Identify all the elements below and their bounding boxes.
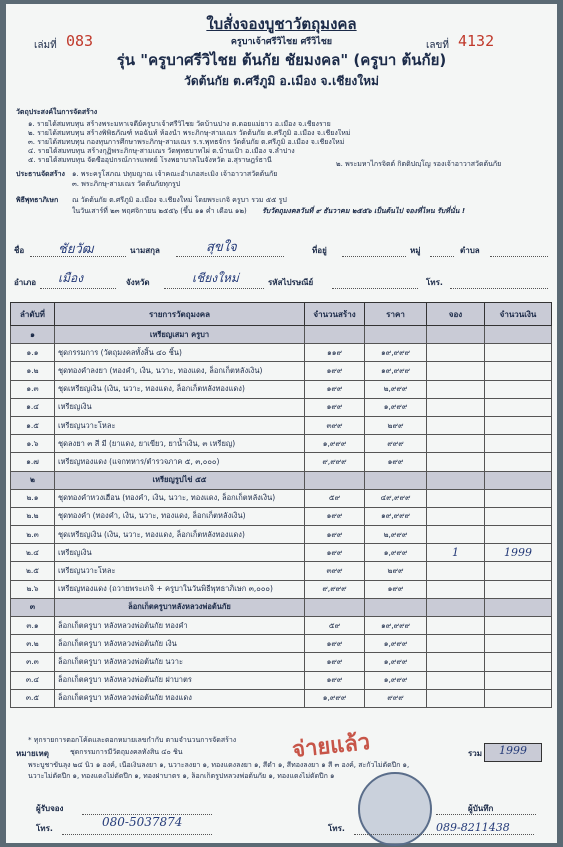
row-amount-input[interactable] bbox=[485, 580, 552, 598]
row-price: ๑,๙๙๙ bbox=[365, 671, 427, 689]
row-amount-input[interactable] bbox=[485, 489, 552, 507]
row-price: ๑,๙๙๙ bbox=[365, 653, 427, 671]
name-label: ชื่อ bbox=[14, 246, 25, 255]
ceremony-label: พิธีพุทธาภิเษก bbox=[16, 196, 59, 204]
row-order-input[interactable] bbox=[427, 453, 485, 471]
moo-label: หมู่ bbox=[410, 246, 421, 255]
row-order-input[interactable] bbox=[427, 362, 485, 380]
row-amount-input[interactable] bbox=[485, 671, 552, 689]
row-no: ๒.๖ bbox=[11, 580, 55, 598]
number-label: เลขที่ bbox=[426, 40, 449, 51]
section-row bbox=[11, 598, 552, 616]
row-order-input[interactable] bbox=[427, 489, 485, 507]
recorder-tel-label: โทร. bbox=[328, 824, 345, 833]
table-row bbox=[11, 653, 552, 671]
province-label: จังหวัด bbox=[126, 278, 150, 287]
row-price: ๑๙,๙๙๙ bbox=[365, 362, 427, 380]
row-qty: ๕๙ bbox=[305, 617, 365, 635]
table-row bbox=[11, 453, 552, 471]
total-label: รวม bbox=[468, 749, 483, 758]
row-order-input[interactable] bbox=[427, 344, 485, 362]
table-row bbox=[11, 435, 552, 453]
book-no: 083 bbox=[66, 32, 94, 50]
row-no: ๓.๕ bbox=[11, 689, 55, 707]
row-qty: ๑๙๙ bbox=[305, 526, 365, 544]
row-price: ๑๙๙ bbox=[365, 453, 427, 471]
ceremony-1: ณ วัดต้นกัย ต.ศรีภูมิ อ.เมือง จ.เชียงใหม่ โดยพระเกจิ ครูบา รวม ๕๕ รูป bbox=[72, 196, 287, 204]
tambon-label: ตำบล bbox=[460, 246, 480, 255]
row-order-input[interactable] bbox=[427, 653, 485, 671]
col-item: รายการวัตถุมงคล bbox=[55, 303, 305, 326]
row-amount-input[interactable] bbox=[485, 380, 552, 398]
row-price: ๑๙,๙๙๙ bbox=[365, 344, 427, 362]
row-qty: ๑๙๙ bbox=[305, 671, 365, 689]
row-qty: ๓๙๙ bbox=[305, 416, 365, 434]
row-amount-input[interactable] bbox=[485, 435, 552, 453]
row-price: ๑,๙๙๙ bbox=[365, 635, 427, 653]
council-3: ๓. พระภิกษุ-สามเณร วัดต้นกัยทุกรูป bbox=[72, 180, 181, 188]
row-price: ๑๙๙ bbox=[365, 580, 427, 598]
purpose-item: ๓. รายได้สมทบทุน กองทุนการศึกษาพระภิกษุ-สามเณร ร.ร.พุทธจักร วัดต้นกัย ต.ศรีภูมิ อ.เมือง จ.เชียงใหม่ bbox=[28, 138, 345, 146]
row-item: ชุดกรรมการ (วัตถุมงคลทั้งสิ้น ๔๐ ชิ้น) bbox=[55, 344, 305, 362]
table-row bbox=[11, 580, 552, 598]
row-order-input[interactable]: 1 bbox=[427, 544, 485, 562]
row-no: ๑.๕ bbox=[11, 416, 55, 434]
section-row bbox=[11, 326, 552, 344]
table-row bbox=[11, 671, 552, 689]
row-no: ๒.๒ bbox=[11, 507, 55, 525]
table-row bbox=[11, 344, 552, 362]
row-no: ๑.๓ bbox=[11, 380, 55, 398]
remark-label: หมายเหตุ bbox=[16, 749, 49, 758]
section-row bbox=[11, 471, 552, 489]
table-row bbox=[11, 398, 552, 416]
row-no: ๑.๗ bbox=[11, 453, 55, 471]
row-no: ๓.๓ bbox=[11, 653, 55, 671]
address-label: ที่อยู่ bbox=[312, 246, 327, 255]
row-price: ๑,๙๙๙ bbox=[365, 398, 427, 416]
row-price: ๑๙,๙๙๙ bbox=[365, 617, 427, 635]
ceremony-2: ในวันเสาร์ที่ ๒๓ พฤศจิกายน ๒๕๕๖ (ขึ้น ๑๑ ค่ำ เดือน ๑๒) bbox=[72, 207, 247, 215]
row-order-input[interactable] bbox=[427, 635, 485, 653]
row-order-input[interactable] bbox=[427, 562, 485, 580]
province-value[interactable]: เชียงใหม่ bbox=[192, 271, 239, 285]
row-amount-input[interactable] bbox=[485, 344, 552, 362]
row-qty: ๓๙๙ bbox=[305, 562, 365, 580]
row-item: ล็อกเก็ตครูบา หลังหลวงพ่อต้นกัย เงิน bbox=[55, 635, 305, 653]
table-row bbox=[11, 689, 552, 707]
surname-label: นามสกุล bbox=[130, 246, 160, 255]
form-title: ใบสั่งจองบูชาวัตถุมงคล bbox=[206, 15, 357, 33]
table-row bbox=[11, 617, 552, 635]
purpose-item: ๑. รายได้สมทบทุน สร้างพระมหาเจดีย์ครูบาเจ้าศรีวิไชย วัดบ้านปาง ต.ดอยแม่ยาว อ.เมือง จ.เชียงราย bbox=[28, 120, 331, 128]
purpose-item: ๕. รายได้สมทบทุน จัดซื้ออุปกรณ์การแพทย์ โรงพยาบาลในจังหวัด อ.สุราษฎร์ธานี bbox=[28, 156, 272, 164]
council-2: ๒. พระมหาไกรจิตต์ กิตติปญฺโญ รองเจ้าอาวาสวัดต้นกัย bbox=[336, 160, 502, 168]
table-row bbox=[11, 562, 552, 580]
row-item: ชุดเหรียญเงิน (เงิน, นวาะ, ทองแดง, ล็อกเก็ตหลังทองแดง) bbox=[55, 526, 305, 544]
book-no-label: เล่มที่ bbox=[34, 40, 57, 51]
table-row bbox=[11, 489, 552, 507]
section-title: เหรียญรูปไข่ ๕๕ bbox=[55, 471, 305, 489]
section-no: ๑ bbox=[11, 326, 55, 344]
row-amount-input[interactable] bbox=[485, 635, 552, 653]
row-item: เหรียญเงิน bbox=[55, 398, 305, 416]
row-amount-input[interactable] bbox=[485, 398, 552, 416]
receiver-tel[interactable]: 080-5037874 bbox=[102, 815, 183, 829]
row-item: เหรียญทองแดง (ถวายพระเกจิ + ครูบาในวันพิธีพุทธาภิเษก ๓,๐๐๐) bbox=[55, 580, 305, 598]
row-amount-input[interactable] bbox=[485, 617, 552, 635]
tel-label: โทร. bbox=[426, 278, 443, 287]
note-line-3: พระบูชาขันลุง ๒๔ นิ้ว ๑ องค์, เนื้อเงินลงยา ๑, นวาะลงยา ๑, ทองแดงลงยา ๑, สีดำ ๑, สีทองลงยา ๑ สี ๓ องค์, สะกัวไม่ตัดปีก ๑, bbox=[28, 761, 410, 769]
form-number: 4132 bbox=[458, 32, 495, 50]
purpose-item: ๒. รายได้สมทบทุน สร้างพิพิธภัณฑ์ หอฉันท์ ห้องน้ำ พระภิกษุ-สามเณร วัดต้นกัย ต.ศรีภูมิ อ.เมือง จ.เชียงใหม่ bbox=[28, 129, 351, 137]
row-order-input[interactable] bbox=[427, 580, 485, 598]
note-line-4: นวาะไม่ตัดปีก ๑, ทองแดงไม่ตัดปีก ๑, ทองฝาบาตร ๑, ล็อกเก็ตรูปหลวงพ่อต้นกัย ๑, ทองแดงไม่ตัดปีก ๑ bbox=[28, 772, 335, 780]
recorder-signature-label: ผู้บันทึก bbox=[468, 804, 494, 813]
pickup-note: รับวัตถุมงคลวันที่ ๙ ธันวาคม ๒๕๕๖ เป็นต้นไป จองที่ไหน รับที่นั่น ! bbox=[262, 207, 466, 215]
row-item: เหรียญเงิน bbox=[55, 544, 305, 562]
surname-value[interactable]: สุขใจ bbox=[206, 240, 237, 255]
row-item: ชุดเหรียญเงิน (เงิน, นวาะ, ทองแดง, ล็อกเก็ตหลังทองแดง) bbox=[55, 380, 305, 398]
row-price: ๑,๙๙๙ bbox=[365, 544, 427, 562]
row-qty: ๑,๙๙๙ bbox=[305, 435, 365, 453]
receiver-tel-label: โทร. bbox=[36, 824, 53, 833]
row-item: ชุดทองคำลงยา (ทองคำ, เงิน, นวาะ, ทองแดง, ล็อกเก็ตหลังเงิน) bbox=[55, 362, 305, 380]
row-qty: ๑๙๙ bbox=[305, 635, 365, 653]
row-price: ๔๙,๙๙๙ bbox=[365, 489, 427, 507]
zip-label: รหัสไปรษณีย์ bbox=[268, 278, 314, 287]
row-price: ๙๙๙ bbox=[365, 435, 427, 453]
amphoe-label: อำเภอ bbox=[14, 278, 37, 287]
row-no: ๒.๕ bbox=[11, 562, 55, 580]
table-row bbox=[11, 362, 552, 380]
section-title: เหรียญเสมา ครูบา bbox=[55, 326, 305, 344]
row-item: ล็อกเก็ตครูบา หลังหลวงพ่อต้นกัย ฝาบาตร bbox=[55, 671, 305, 689]
row-qty: ๑๙๙ bbox=[305, 653, 365, 671]
row-item: ชุดทองคำ (ทองคำ, เงิน, นวาะ, ทองแดง, ล็อกเก็ตหลังเงิน) bbox=[55, 507, 305, 525]
row-qty: ๙,๙๙๙ bbox=[305, 580, 365, 598]
row-no: ๓.๔ bbox=[11, 671, 55, 689]
series-title: รุ่น "ครูบาศรีวิไชย ต้นกัย ชัยมงคล" (ครูบา ต้นกัย) bbox=[116, 51, 447, 69]
col-amount: จำนวนเงิน bbox=[485, 303, 552, 326]
col-price: ราคา bbox=[365, 303, 427, 326]
row-no: ๒.๑ bbox=[11, 489, 55, 507]
row-order-input[interactable] bbox=[427, 380, 485, 398]
row-amount-input[interactable] bbox=[485, 526, 552, 544]
row-item: ชุดลงยา ๓ สี มี (ยาแดง, ยาเขียว, ยาน้ำเงิน, ๓ เหรียญ) bbox=[55, 435, 305, 453]
row-price: ๑๙,๙๙๙ bbox=[365, 507, 427, 525]
row-amount-input[interactable] bbox=[485, 453, 552, 471]
row-price: ๒,๙๙๙ bbox=[365, 380, 427, 398]
table-row bbox=[11, 380, 552, 398]
row-qty: ๑๙๙ bbox=[305, 544, 365, 562]
row-no: ๓.๒ bbox=[11, 635, 55, 653]
row-no: ๓.๑ bbox=[11, 617, 55, 635]
row-order-input[interactable] bbox=[427, 435, 485, 453]
row-no: ๑.๑ bbox=[11, 344, 55, 362]
row-no: ๑.๒ bbox=[11, 362, 55, 380]
table-row bbox=[11, 416, 552, 434]
row-qty: ๕๙ bbox=[305, 489, 365, 507]
order-form bbox=[6, 4, 557, 843]
col-order: จอง bbox=[427, 303, 485, 326]
row-order-input[interactable] bbox=[427, 398, 485, 416]
row-amount-input[interactable] bbox=[485, 562, 552, 580]
section-title: ล็อกเก็ตครูบาหลังหลวงพ่อต้นกัย bbox=[55, 598, 305, 616]
purpose-heading: วัตถุประสงค์ในการจัดสร้าง bbox=[16, 108, 98, 116]
row-item: เหรียญนวาะโหละ bbox=[55, 416, 305, 434]
col-qty: จำนวนสร้าง bbox=[305, 303, 365, 326]
table-row bbox=[11, 507, 552, 525]
council-label: ประธานจัดสร้าง bbox=[16, 170, 65, 178]
col-no: ลำดับที่ bbox=[11, 303, 55, 326]
receiver-label: ผู้รับจอง bbox=[36, 804, 64, 813]
row-price: ๒,๙๙๙ bbox=[365, 526, 427, 544]
section-no: ๒ bbox=[11, 471, 55, 489]
table-header bbox=[11, 303, 552, 326]
row-item: ล็อกเก็ตครูบา หลังหลวงพ่อต้นกัย นวาะ bbox=[55, 653, 305, 671]
name-value[interactable]: ชัยวัฒ bbox=[58, 242, 94, 257]
row-amount-input[interactable] bbox=[485, 653, 552, 671]
row-no: ๑.๖ bbox=[11, 435, 55, 453]
row-order-input[interactable] bbox=[427, 416, 485, 434]
row-qty: ๑๙๙ bbox=[305, 507, 365, 525]
row-price: ๙๙๙ bbox=[365, 689, 427, 707]
items-table bbox=[10, 302, 552, 708]
row-amount-input[interactable]: 1999 bbox=[485, 544, 552, 562]
purpose-list bbox=[28, 120, 528, 165]
row-amount-input[interactable] bbox=[485, 416, 552, 434]
row-qty: ๑,๙๙๙ bbox=[305, 689, 365, 707]
row-no: ๒.๓ bbox=[11, 526, 55, 544]
amphoe-value[interactable]: เมือง bbox=[58, 271, 84, 285]
paid-stamp: จ่ายแล้ว bbox=[291, 729, 372, 764]
row-amount-input[interactable] bbox=[485, 507, 552, 525]
note-line-1: * ทุกรายการตอกโค้ดและตอกหมายเลขกำกับ ตามจำนวนการจัดสร้าง bbox=[28, 736, 237, 744]
row-item: เหรียญนวาะโหละ bbox=[55, 562, 305, 580]
row-price: ๒๙๙ bbox=[365, 416, 427, 434]
row-price: ๒๙๙ bbox=[365, 562, 427, 580]
council-1: ๑. พระครูโสภณ ปทุมญาณ เจ้าคณะอำเภอสะเมิง เจ้าอาวาสวัดต้นกัย bbox=[72, 170, 278, 178]
row-order-input[interactable] bbox=[427, 689, 485, 707]
note-line-2: ชุดกรรมการมีวัตถุมงคลทั้งสิ้น ๔๐ ชิ้น bbox=[70, 748, 183, 756]
row-order-input[interactable] bbox=[427, 526, 485, 544]
table-row bbox=[11, 544, 552, 562]
row-no: ๑.๔ bbox=[11, 398, 55, 416]
recorder-tel[interactable]: 089-8211438 bbox=[436, 821, 510, 834]
row-item: ล็อกเก็ตครูบา หลังหลวงพ่อต้นกัย ทองคำ bbox=[55, 617, 305, 635]
row-order-input[interactable] bbox=[427, 507, 485, 525]
row-qty: ๑๙๙ bbox=[305, 362, 365, 380]
form-subtitle: ครูบาเจ้าศรีวิไชย ศรีวิไชย bbox=[230, 37, 333, 47]
table-row bbox=[11, 635, 552, 653]
temple-name: วัดต้นกัย ต.ศรีภูมิ อ.เมือง จ.เชียงใหม่ bbox=[184, 74, 379, 88]
row-qty: ๑๙๙ bbox=[305, 398, 365, 416]
total-value: 1999 bbox=[484, 743, 542, 762]
row-qty: ๑๙๙ bbox=[305, 380, 365, 398]
row-amount-input[interactable] bbox=[485, 689, 552, 707]
row-qty: ๙,๙๙๙ bbox=[305, 453, 365, 471]
row-amount-input[interactable] bbox=[485, 362, 552, 380]
purpose-item: ๔. รายได้สมทบทุน สร้างกุฏิพระภิกษุ-สามเณร วัดพุทธบาทไผ่ ต.บ้านเป้า อ.เมือง จ.ลำปาง bbox=[28, 147, 295, 155]
row-order-input[interactable] bbox=[427, 617, 485, 635]
row-item: ล็อกเก็ตครูบา หลังหลวงพ่อต้นกัย ทองแดง bbox=[55, 689, 305, 707]
row-item: ชุดทองคำหวงเฮือน (ทองคำ, เงิน, นวาะ, ทองแดง, ล็อกเก็ตหลังเงิน) bbox=[55, 489, 305, 507]
row-item: เหรียญทองแดง (แจกทหาร/ตำรวจภาค ๕, ๓,๐๐๐) bbox=[55, 453, 305, 471]
row-no: ๒.๔ bbox=[11, 544, 55, 562]
row-order-input[interactable] bbox=[427, 671, 485, 689]
section-no: ๓ bbox=[11, 598, 55, 616]
table-row bbox=[11, 526, 552, 544]
row-qty: ๑๑๙ bbox=[305, 344, 365, 362]
